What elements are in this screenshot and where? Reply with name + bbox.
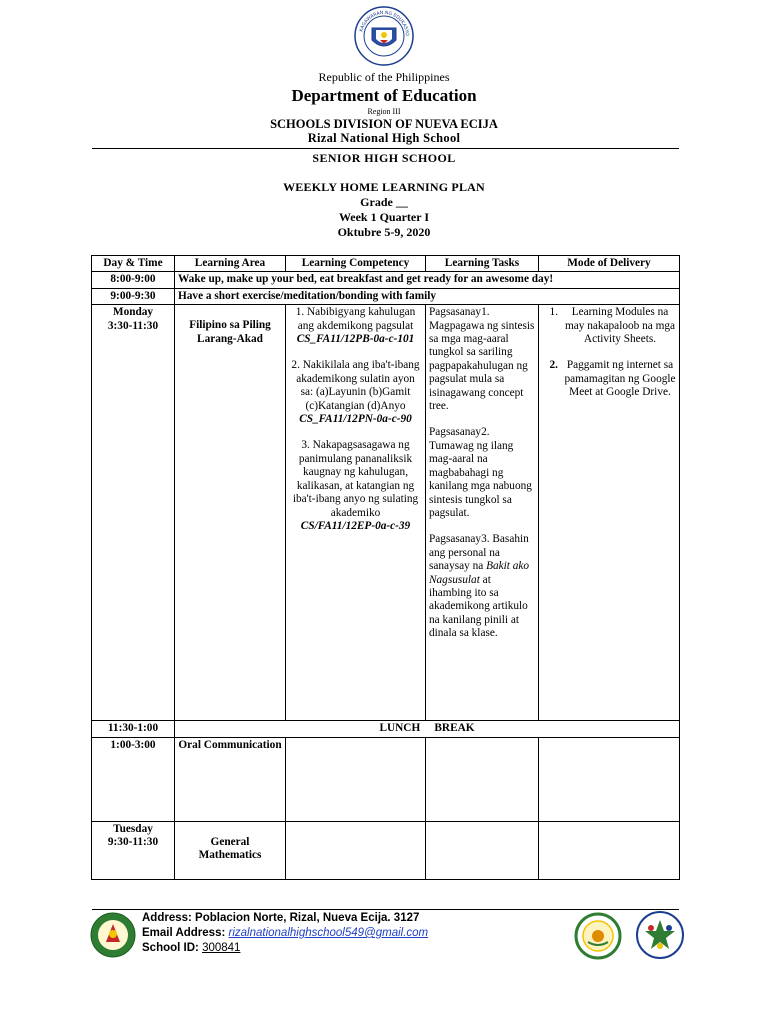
mode-text: Paggamit ng internet sa pamamagitan ng Google Meet at Google Drive. <box>564 359 676 399</box>
header-learning-area: Learning Area <box>175 256 286 272</box>
essay-title: Bakit ako Nagsusulat <box>429 560 530 586</box>
task-text: Pagsasanay2. Tumawag ng ilang mag-aaral na magbabahagi ng kanilang mga nabuong sintesis tungkol sa pagsulat. <box>429 426 532 519</box>
competency-text: 1. Nabibigyang kahulugan ang akdemikong pagsulat <box>295 306 416 332</box>
plan-title: WEEKLY HOME LEARNING PLAN <box>283 180 485 194</box>
republic-heading: Republic of the Philippines <box>318 70 450 84</box>
footer-school-id: School ID: 300841 <box>142 942 241 954</box>
division-logo-icon <box>574 912 622 960</box>
footer-email: Email Address: rizalnationalhighschool549@gmail.com <box>142 927 429 939</box>
competency-cell <box>286 821 426 879</box>
division-heading: SCHOOLS DIVISION OF NUEVA ECIJA <box>270 117 498 131</box>
tasks-cell <box>426 305 539 721</box>
day-label: Tuesday <box>113 822 153 835</box>
table-row <box>92 288 680 304</box>
mode-text: Learning Modules na may nakapaloob na mga Activity Sheets. <box>564 306 676 346</box>
oral-time: 1:00-3:00 <box>92 737 175 821</box>
time-label: 3:30-11:30 <box>107 319 159 332</box>
matatag-logo-icon <box>635 910 685 960</box>
competency-text: 3. Nakapagsasagawa ng panimulang pananaliksik kaugnay ng kahulugan, kalikasan, at katangian ng iba't-ibang anyo ng sulating akademiko <box>292 439 419 519</box>
header-divider <box>92 148 679 149</box>
mode-cell <box>539 821 680 879</box>
school-id-value: 300841 <box>202 942 241 954</box>
routine-text: Wake up, make up your bed, eat breakfast and get ready for an awesome day! <box>175 272 680 288</box>
learning-area-cell <box>175 737 286 821</box>
lunch-time: 11:30-1:00 <box>92 721 175 737</box>
table-row <box>92 737 680 821</box>
learning-area-label: General Mathematics <box>198 835 262 862</box>
time-label: 9:30-11:30 <box>107 836 159 849</box>
address-value: Poblacion Norte, Rizal, Nueva Ecija. 3127 <box>195 912 420 924</box>
deped-seal-icon <box>354 6 414 66</box>
table-header-row <box>92 256 680 272</box>
tasks-cell <box>426 737 539 821</box>
level-heading: SENIOR HIGH SCHOOL <box>312 151 456 165</box>
list-item: 1. Learning Modules na may nakapaloob na mga Activity Sheets. <box>549 306 676 346</box>
school-heading: Rizal National High School <box>307 131 461 145</box>
learning-area-cell <box>175 305 286 721</box>
routine-time: 8:00-9:00 <box>92 272 175 288</box>
table-row <box>92 305 680 721</box>
learning-plan-table <box>91 255 680 880</box>
tasks-cell <box>426 821 539 879</box>
competency-code: CS_FA11/12PN-0a-c-90 <box>299 413 412 426</box>
competency-text: 2. Nakikilala ang iba't-ibang akademikong sulatin ayon sa: (a)Layunin (b)Gamit (c)Katangian (d)Anyo <box>291 359 420 412</box>
task-text: Pagsasanay1. Magpagawa ng sintesis sa mga mag-aaral tungkol sa sariling pagpapakahulugan ng pagsulat mula sa isinagawang concept tree. <box>429 306 535 413</box>
week-label: Week 1 Quarter I <box>338 210 430 224</box>
day-label: Monday <box>112 306 154 319</box>
tuesday-day-time <box>92 821 175 879</box>
footer-address: Address: Poblacion Norte, Rizal, Nueva Ecija. 3127 <box>142 912 420 924</box>
learning-area-cell <box>175 821 286 879</box>
date-label: Oktubre 5-9, 2020 <box>337 225 431 239</box>
header-learning-competency: Learning Competency <box>286 256 426 272</box>
grade-label: Grade __ <box>360 195 408 209</box>
list-item: 2. Paggamit ng internet sa pamamagitan ng Google Meet at Google Drive. <box>549 359 676 399</box>
school-logo-icon <box>90 912 136 958</box>
footer-divider <box>92 909 679 910</box>
email-link[interactable]: rizalnationalhighschool549@gmail.com <box>228 927 429 939</box>
header-learning-tasks: Learning Tasks <box>426 256 539 272</box>
department-heading: Department of Education <box>291 86 477 105</box>
header-day-time: Day & Time <box>92 256 175 272</box>
competency-cell <box>286 305 426 721</box>
competency-cell <box>286 737 426 821</box>
lunch-label: LUNCH BREAK <box>175 721 680 737</box>
routine-text: Have a short exercise/meditation/bonding with family <box>175 288 680 304</box>
routine-time: 9:00-9:30 <box>92 288 175 304</box>
task-text: Pagsasanay3. Basahin ang personal na sanaysay na Bakit ako Nagsusulat at ihambing ito sa akademikong artikulo na kanilang pinili at dinala sa klase. <box>429 533 530 640</box>
learning-area-label: Filipino sa Piling Larang-Akad <box>189 319 271 345</box>
table-row <box>92 821 680 879</box>
learning-area-label: Oral Communication <box>178 738 282 751</box>
seal-text: KAGAWARAN NG EDUKASYO <box>359 10 410 37</box>
table-row <box>92 721 680 737</box>
competency-code: CS_FA11/12PB-0a-c-101 <box>296 333 415 346</box>
header-mode-of-delivery: Mode of Delivery <box>539 256 680 272</box>
monday-day-time <box>92 305 175 721</box>
mode-cell <box>539 305 680 721</box>
mode-cell <box>539 737 680 821</box>
table-row <box>92 272 680 288</box>
competency-code: CS/FA11/12EP-0a-c-39 <box>300 519 411 532</box>
region-heading: Region III <box>367 107 401 116</box>
